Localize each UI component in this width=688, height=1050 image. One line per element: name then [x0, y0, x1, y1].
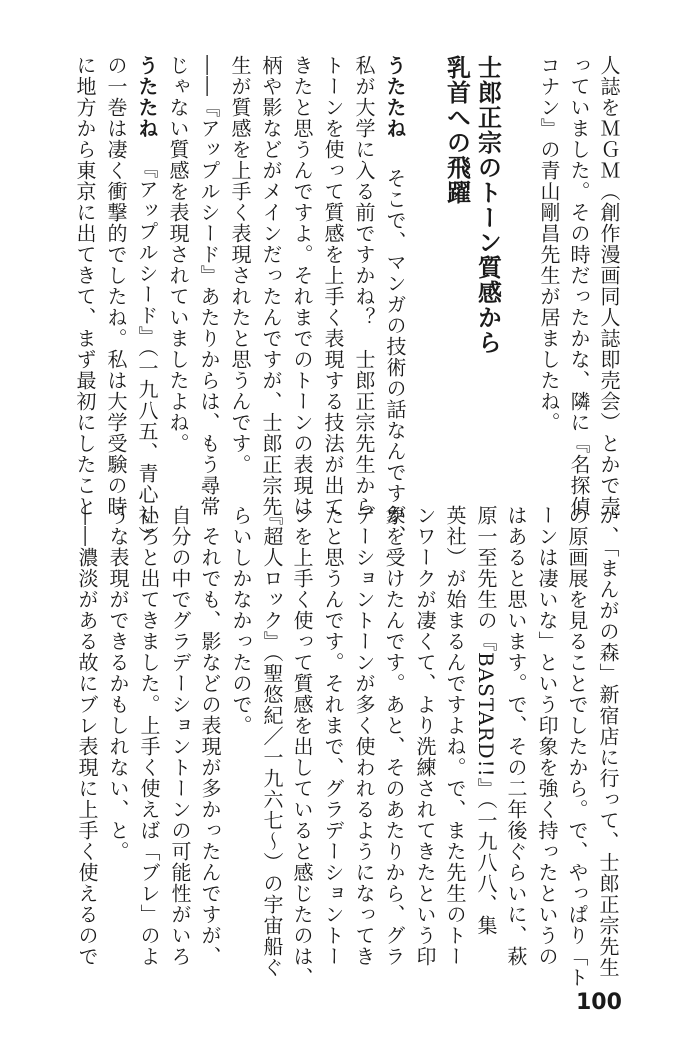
text-column: [565, 505, 589, 988]
text-line: トーンを使って質感を上手く表現する技法が出て: [321, 55, 345, 517]
page-number: 100: [576, 990, 622, 1015]
text-column: [383, 55, 407, 546]
text-column: [260, 505, 284, 978]
text-column: [474, 505, 498, 936]
text-column: [290, 55, 314, 517]
text-column: [321, 505, 345, 967]
text-column: [352, 505, 376, 967]
text-column: [168, 505, 192, 967]
speaker-label: うたたね: [383, 55, 407, 139]
section-heading-line-1: 士郎正宗のトーン質感から: [473, 55, 502, 355]
text-column: [290, 505, 314, 988]
text-line: デーショントーンが多く使われるようになってき: [352, 505, 376, 967]
text-column: [352, 55, 376, 517]
text-line: コナン』の青山剛昌先生が居ましたね。: [537, 55, 561, 433]
text-line: 『アップルシード』（一九八五、青心社）: [135, 168, 159, 547]
section-heading-line-2: 乳首への飛躍: [442, 55, 471, 205]
text-line: っていました。その時だったかな、隣に『名探偵: [567, 55, 591, 517]
text-line: きたと思うんですよ。それまでのトーンの表現は: [290, 55, 314, 517]
text-column: [382, 505, 406, 967]
speaker-label: うたたね: [135, 55, 159, 139]
text-column: [75, 505, 99, 967]
text-column: [567, 55, 591, 517]
text-column: [137, 505, 161, 967]
text-line: の原画展を見ることでしたから。で、やっぱり「ト: [565, 505, 589, 988]
text-column: [537, 55, 561, 433]
text-column: [596, 505, 620, 978]
text-line: 柄や影などがメインだったんですが、士郎正宗先: [259, 55, 283, 517]
text-line: 自分の中でグラデーショントーンの可能性がいろ: [168, 505, 192, 967]
text-column: [413, 505, 437, 967]
text-column: [321, 55, 345, 517]
text-column: [228, 55, 252, 475]
text-line: それでも、影などの表現が多かったんですが、: [198, 526, 222, 967]
text-line: 原一至先生の『BASTARD!!』（一九八八、集: [474, 505, 498, 936]
text-column: [104, 55, 128, 517]
text-line: らいしかなかったので。: [229, 505, 253, 736]
text-line: の一巻は凄く衝撃的でしたね。私は大学受験の時: [104, 55, 128, 517]
text-line: そこで、マンガの技術の話なんですが、: [383, 168, 407, 546]
text-line: ――濃淡がある故にブレ表現に上手く使えるので: [75, 505, 99, 967]
text-column: [229, 505, 253, 736]
text-line: 英社）が始まるんですよね。で、また先生のトー: [443, 505, 467, 967]
text-column: [443, 505, 467, 967]
text-column: [597, 55, 621, 517]
text-column: [166, 55, 190, 454]
text-column: [106, 505, 130, 862]
text-column: [73, 55, 97, 517]
text-line: ――『アップルシード』あたりからは、もう尋常: [197, 55, 221, 517]
text-line: たと思うんです。それまで、グラデーショントー: [321, 505, 345, 967]
text-column: [197, 55, 221, 517]
text-line: ーンは凄いな」という印象を強く持ったというの: [535, 505, 559, 967]
text-line: はあると思います。で、その二年後ぐらいに、萩: [504, 505, 528, 967]
text-line: 人誌をＭＧＭ（創作漫画同人誌即売会）とかで売: [597, 55, 621, 517]
text-line: 私が大学に入る前ですかね？ 士郎正宗先生から: [352, 55, 376, 517]
text-column: [535, 505, 559, 967]
text-line: ンワークが凄くて、より洗練されてきたという印: [413, 505, 437, 967]
text-column: [504, 505, 528, 967]
text-line: 象を受けたんです。あと、そのあたりから、グラ: [382, 505, 406, 967]
text-line: 生が質感を上手く表現されたと思うんです。: [228, 55, 252, 475]
text-line: いろと出てきました。上手く使えば「ブレ」のよ: [137, 505, 161, 967]
text-column: [198, 505, 222, 967]
text-line: じゃない質感を表現されていましたよね。: [166, 55, 190, 454]
text-line: が、「まんがの森」新宿店に行って、士郎正宗先生: [596, 505, 620, 978]
text-line: うな表現ができるかもしれない、と。: [106, 505, 130, 862]
text-line: ンを上手く使って質感を出していると感じたのは、: [290, 505, 314, 988]
text-column: [135, 55, 159, 547]
text-line: に地方から東京に出てきて、まず最初にしたこと: [73, 55, 97, 517]
text-column: [259, 55, 283, 517]
text-line: 『超人ロック』（聖悠紀／一九六七～）の宇宙船ぐ: [260, 505, 284, 978]
